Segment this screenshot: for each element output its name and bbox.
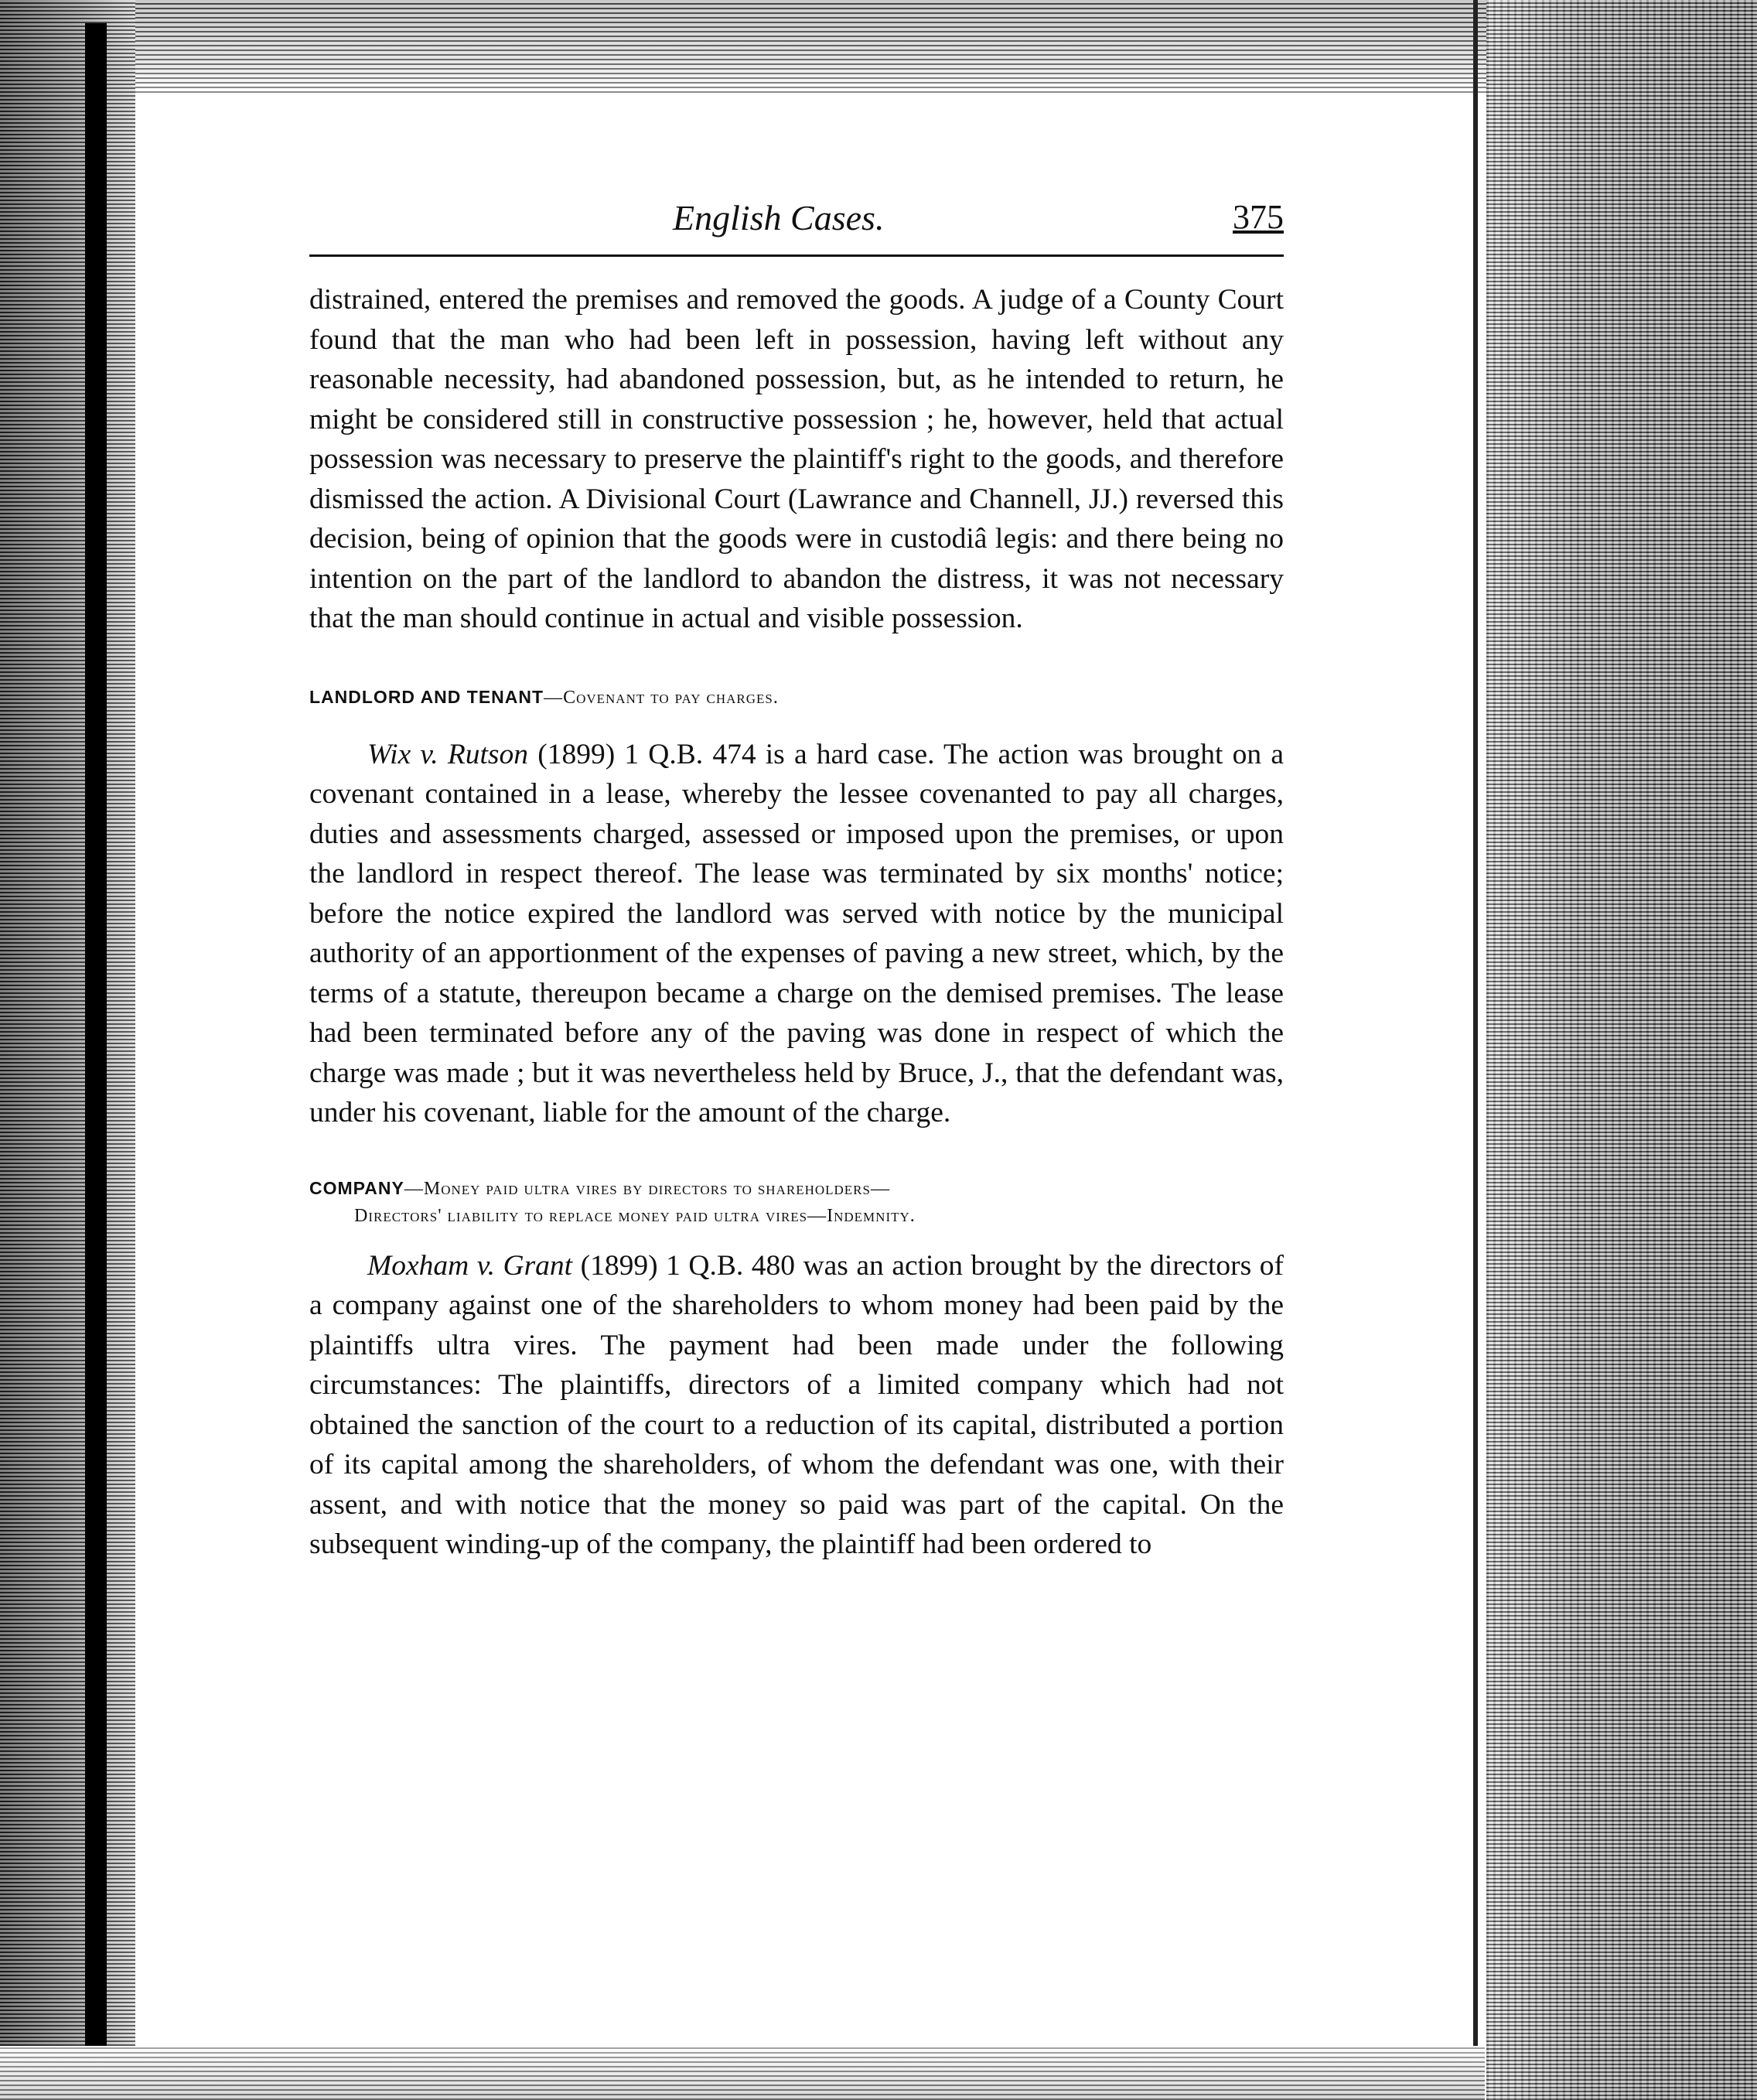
- case-name: Moxham v. Grant: [367, 1249, 573, 1282]
- page-edge-line: [1473, 0, 1478, 2100]
- section-heading-lead: LANDLORD AND TENANT: [309, 686, 544, 707]
- scan-top-edge: [0, 0, 1500, 93]
- section-body-wix-v-rutson: [309, 735, 1284, 1133]
- section-text: (1899) 1 Q.B. 480 was an action brought by the directors of a company against one of the shareholders to whom money had been paid by the plaintiffs ultra vires. The payment had been made under the following circumstances: The plaintiffs, directors of a limited company which had not obtained the sanction of the court to a reduction of its capital, distributed a portion of its capital among the shareholders, of whom the defendant was one, with their assent, and with notice that the money so paid was part of the capital. On the subsequent winding-up of the company, the plaintiff had been ordered to: [309, 1249, 1284, 1560]
- scan-right-edge: [1486, 0, 1757, 2100]
- scan-left-edge: [0, 0, 135, 2100]
- section-heading-subject: —Covenant to pay charges.: [544, 687, 779, 708]
- opening-paragraph: distrained, entered the premises and removed the goods. A judge of a County Court found that the man who had been left in possession, having left without any reasonable necessity, had abandoned possession, but, as he intended to return, he might be considered still in constructive possession ; he, however, held that actual possession was necessary to preserve the plaintiff's right to the goods, and therefore dismissed the action. A Divisional Court (Lawrance and Channell, JJ.) reversed this decision, being of opinion that the goods were in custodiâ legis: and there being no intention on the part of the landlord to abandon the distress, it was not necessary that the man should continue in actual and visible possession.: [309, 284, 1284, 634]
- running-title: English Cases.: [673, 198, 885, 237]
- book-spine-shadow: [85, 23, 107, 2100]
- section-heading-continuation: Directors' liability to replace money paid ultra vires—Indemnity.: [354, 1205, 916, 1226]
- page-text-block: [309, 197, 1284, 1565]
- section-heading-lead: COMPANY: [309, 1177, 404, 1198]
- section-heading-company: [309, 1175, 1284, 1229]
- section-heading-landlord-tenant: [309, 684, 1284, 712]
- section-heading-subject: —Money paid ultra vires by directors to shareholders—: [404, 1178, 890, 1199]
- scan-bottom-edge: [0, 2046, 1485, 2100]
- header-rule: [309, 254, 1284, 257]
- section-text: (1899) 1 Q.B. 474 is a hard case. The action was brought on a covenant contained in a lease, whereby the lessee covenanted to pay all charges, duties and assessments charged, assessed or imposed upon the premises, or upon the landlord in respect thereof. The lease was terminated by six months' notice; before the notice expired the landlord was served with notice by the municipal authority of an apportionment of the expenses of paving a new street, which, by the terms of a statute, thereupon became a charge on the demised premises. The lease had been terminated before any of the paving was done in respect of which the charge was made ; but it was nevertheless held by Bruce, J., that the defendant was, under his covenant, liable for the amount of the charge.: [309, 738, 1284, 1129]
- case-name: Wix v. Rutson: [367, 738, 529, 770]
- section-body-moxham-v-grant: [309, 1246, 1284, 1565]
- running-head: [309, 197, 1284, 251]
- page-number: 375: [1233, 198, 1284, 236]
